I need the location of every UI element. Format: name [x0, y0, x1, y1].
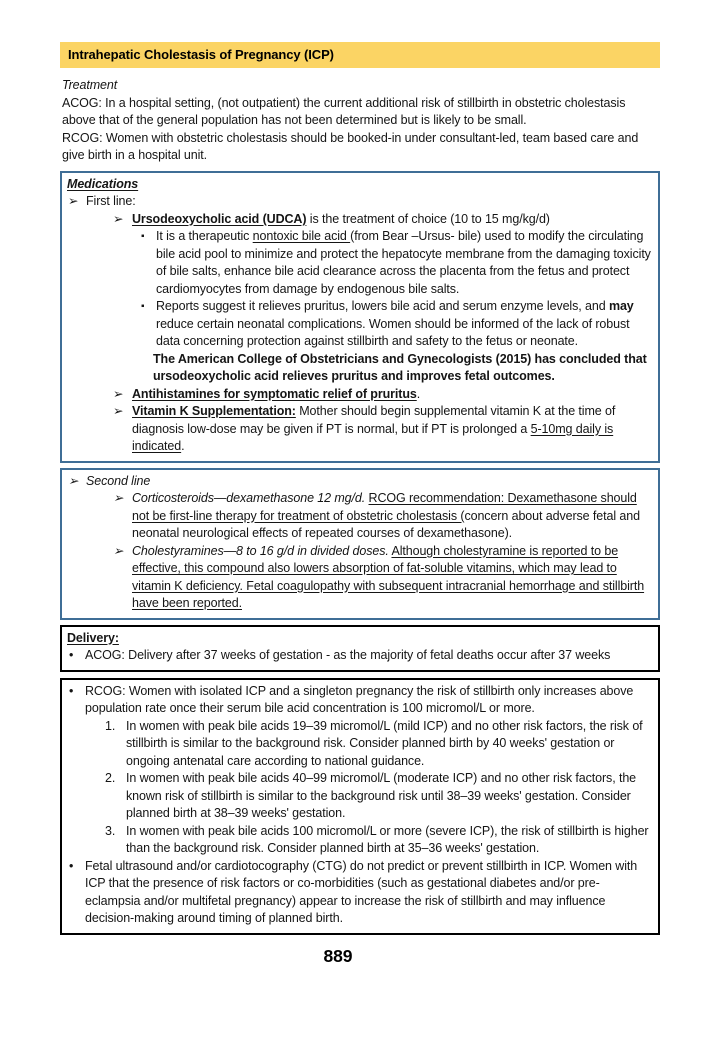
list-item-text: In women with peak bile acids 40–99 micromol/L (moderate ICP) and no other risk factors, the known risk of stillbirth is similar to the background risk until 38–39 weeks' gestation. Consider planned birth at 38–39 weeks' gestation.: [126, 771, 637, 820]
treatment-acog-paragraph: ACOG: In a hospital setting, (not outpatient) the current additional risk of stillbirth in obstetric cholestasis above that of the general population has not been determined but is likely to be small.: [62, 95, 626, 127]
section-title: Intrahepatic Cholestasis of Pregnancy (ICP): [68, 47, 334, 62]
list-item: [67, 647, 652, 665]
square-bullet-icon: ▪: [141, 231, 145, 242]
list-item: [67, 351, 652, 386]
list-item: [67, 211, 652, 229]
delivery-box: [60, 625, 660, 672]
second-line-box: [60, 468, 660, 620]
list-item-text: The American College of Obstetricians and Gynecologists (2015) has concluded that ursodeoxycholic acid relieves pruritus and improves fetal outcomes.: [153, 351, 647, 383]
arrow-bullet-icon: ➢: [113, 404, 124, 418]
list-item: [67, 193, 652, 211]
list-item-text: ACOG: Delivery after 37 weeks of gestation - as the majority of fetal deaths occur after 37 weeks: [85, 648, 611, 662]
square-bullet-icon: ▪: [141, 301, 145, 312]
list-item: [67, 473, 652, 491]
rcog-delivery-box: [60, 678, 660, 935]
list-item: [67, 823, 652, 858]
second-line-list: [67, 473, 652, 613]
list-item-text: RCOG: Women with isolated ICP and a singleton pregnancy the risk of stillbirth only increases above population rate once their serum bile acid concentration is 100 micromol/L or more.: [85, 683, 634, 715]
list-item-text: In women with peak bile acids 19–39 micromol/L (mild ICP) and no other risk factors, the risk of stillbirth is similar to the background risk. Consider planned birth by 40 weeks' gestation or ongoing antenatal care according to national guidance.: [126, 718, 643, 768]
list-item-text: Ursodeoxycholic acid (UDCA) is the treatment of choice (10 to 15 mg/kg/d): [132, 211, 550, 226]
list-item: [67, 543, 652, 613]
list-item-text: Cholestyramines—8 to 16 g/d in divided doses. Although cholestyramine is reported to be effective, this compound also lowers absorption of fat-soluble vitamins, which may lead to vitamin K deficiency. Fetal coagulopathy with subsequent intracranial hemorrhage and stillbirth have been reported.: [132, 543, 645, 610]
list-item: [67, 386, 652, 404]
arrow-bullet-icon: ➢: [113, 386, 124, 401]
number-label: 3.: [105, 823, 116, 838]
list-item: [67, 228, 652, 298]
list-item: [67, 770, 652, 823]
list-item-text: Fetal ultrasound and/or cardiotocography (CTG) do not predict or prevent stillbirth in ICP. Women with ICP that the presence of risk factors or co-morbidities (such as gestational diabetes and/or pre-eclampsia and/or multifetal pregnancy) appear to increase the risk of stillbirth and may influence decision-making around timing of planned birth.: [85, 858, 638, 925]
arrow-bullet-icon: ➢: [113, 211, 124, 226]
arrow-bullet-icon: ➢: [68, 194, 79, 208]
list-item: [67, 490, 652, 543]
dot-bullet-icon: •: [69, 858, 74, 873]
list-item-text: It is a therapeutic nontoxic bile acid (from Bear –Ursus- bile) used to modify the circulating bile acid pool to minimize and protect the hepatocyte membrane from the damaging toxicity of bile salts, enhance bile acid clearance across the placenta from the fetus and protect cardiomyocytes from damage by endogenous bile salts.: [156, 229, 651, 296]
list-item-text: Reports suggest it relieves pruritus, lowers bile acid and serum enzyme levels, and may reduce certain neonatal complications. Women should be informed of the lack of robust data concerning protection against stillbirth and safety to the fetus or neonate.: [156, 299, 634, 348]
arrow-bullet-icon: ➢: [113, 543, 124, 558]
list-item-text: Second line: [86, 473, 151, 488]
page-number: 889: [323, 945, 353, 966]
dot-bullet-icon: •: [69, 648, 74, 662]
treatment-rcog-paragraph: RCOG: Women with obstetric cholestasis should be booked-in under consultant-led, team based care and give birth in a hospital unit.: [62, 130, 639, 162]
arrow-bullet-icon: ➢: [68, 473, 79, 488]
number-label: 2.: [105, 771, 116, 785]
delivery-list: [67, 647, 652, 665]
medications-box: [60, 171, 660, 463]
treatment-section: [62, 77, 658, 165]
list-item: [67, 858, 652, 928]
dot-bullet-icon: •: [69, 683, 74, 698]
rcog-delivery-list: [67, 683, 652, 928]
medications-list: [67, 193, 652, 456]
list-item-text: Antihistamines for symptomatic relief of pruritus.: [132, 386, 421, 401]
medications-heading: Medications: [67, 176, 139, 191]
delivery-heading: Delivery:: [67, 630, 119, 645]
number-label: 1.: [105, 718, 116, 733]
list-item: [67, 403, 652, 456]
treatment-heading: Treatment: [62, 78, 118, 92]
list-item: [67, 298, 652, 351]
list-item: [67, 683, 652, 718]
arrow-bullet-icon: ➢: [113, 491, 124, 505]
list-item-text: First line:: [86, 194, 136, 208]
list-item-text: Vitamin K Supplementation: Mother should begin supplemental vitamin K at the time of diagnosis low-dose may be given if PT is normal, but if PT is prolonged a 5-10mg daily is indicated.: [132, 404, 616, 453]
list-item-text: Corticosteroids—dexamethasone 12 mg/d. RCOG recommendation: Dexamethasone should not be first-line therapy for treatment of obstetric cholestasis (concern about adverse fetal and neonatal neurological effects of repeated courses of dexamethasone).: [132, 491, 640, 540]
list-item-text: In women with peak bile acids 100 micromol/L or more (severe ICP), the risk of stillbirth is higher than the background risk. Consider planned birth at 35–36 weeks' gestation.: [126, 823, 649, 855]
section-title-bar: [60, 42, 660, 68]
list-item: [67, 718, 652, 771]
